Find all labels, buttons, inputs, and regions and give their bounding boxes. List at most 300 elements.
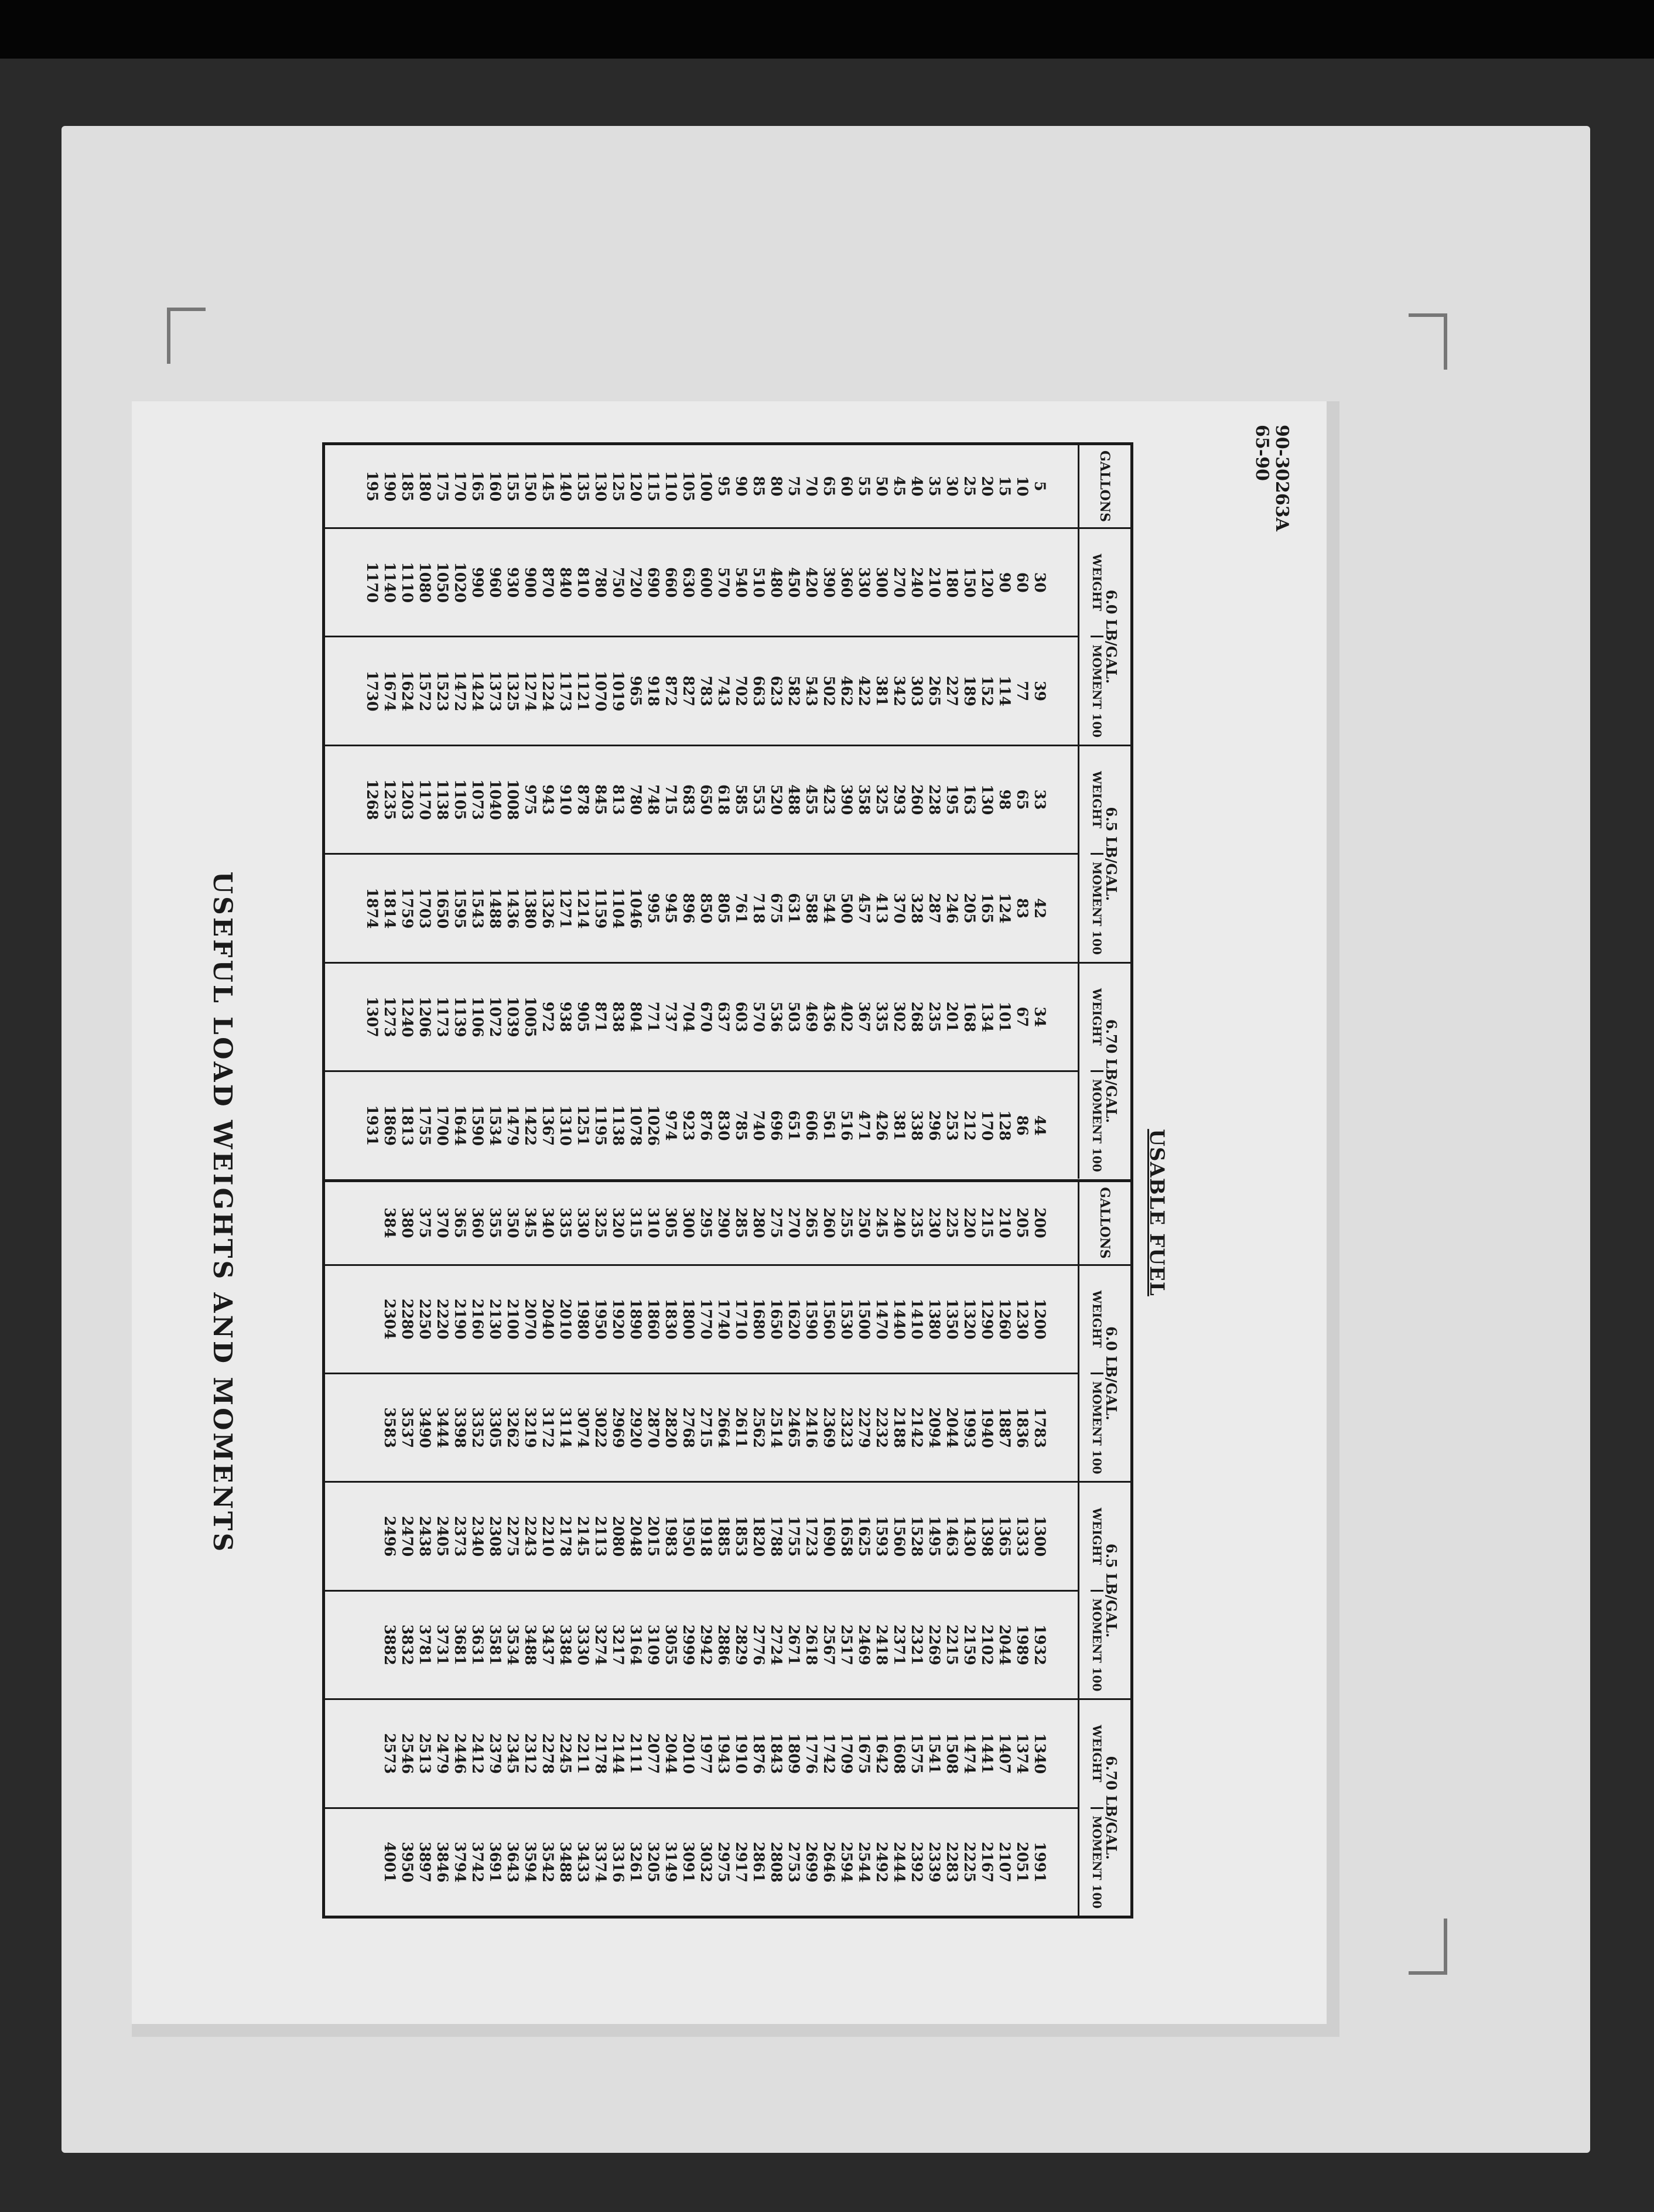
- moment-cell: 2167: [979, 1841, 996, 1883]
- moment-cell: 303: [908, 675, 925, 706]
- gallons-cell: 105: [680, 470, 697, 502]
- moment-cell: 675: [768, 893, 785, 924]
- weight-cell: 228: [926, 784, 943, 815]
- gallons-cell: 35: [926, 476, 943, 497]
- weight-cell: 2312: [522, 1733, 539, 1774]
- moment-cell: 2283: [944, 1841, 961, 1883]
- moment-cell: 3074: [575, 1407, 592, 1448]
- weight-cell: 67: [1014, 1006, 1031, 1028]
- moment-cell: 1836: [1014, 1407, 1031, 1448]
- weight-cell: 1463: [944, 1515, 961, 1557]
- moment-cell: 246: [944, 893, 961, 924]
- gallons-cell: 330: [575, 1207, 592, 1238]
- moment-cell: 1931: [364, 1105, 381, 1146]
- gallons-cell: 140: [557, 470, 574, 502]
- moment-cell: 3114: [557, 1407, 574, 1448]
- gallons-cell: 10: [1014, 476, 1031, 497]
- weight-cell: 390: [821, 567, 838, 598]
- gallons-cell: 260: [821, 1207, 838, 1238]
- weight-cell: 2243: [522, 1515, 539, 1557]
- moment-cell: 2392: [908, 1841, 925, 1883]
- moment-cell: 1195: [592, 1105, 609, 1146]
- moment-cell: 3305: [487, 1407, 504, 1448]
- moment-column: [325, 1373, 1078, 1481]
- gallons-cell: 265: [803, 1207, 820, 1238]
- weight-header: WEIGHT: [1090, 1290, 1105, 1348]
- weight-cell: 450: [785, 567, 802, 598]
- weight-cell: 2210: [539, 1515, 556, 1557]
- moment-cell: 3691: [487, 1841, 504, 1883]
- scanner-top-band: [0, 0, 1654, 59]
- moment-cell: 516: [838, 1110, 855, 1141]
- gallons-cell: 20: [979, 476, 996, 497]
- weight-cell: 260: [908, 784, 925, 815]
- moment-cell: 606: [803, 1110, 820, 1141]
- moment-cell: 3205: [645, 1841, 662, 1883]
- weight-cell: 771: [645, 1001, 662, 1032]
- weight-cell: 1608: [891, 1733, 908, 1774]
- gallons-cell: 50: [873, 476, 890, 497]
- moment-cell: 588: [803, 893, 820, 924]
- moment-cell: 2323: [838, 1407, 855, 1448]
- moment-cell: 3681: [452, 1624, 469, 1665]
- weight-cell: 1593: [873, 1515, 890, 1557]
- moment-cell: 945: [662, 893, 679, 924]
- weight-cell: 1755: [785, 1515, 802, 1557]
- moment-cell: 265: [926, 675, 943, 706]
- weight-cell: 960: [487, 567, 504, 598]
- moment-cell: 77: [1014, 681, 1031, 702]
- moment-cell: 3316: [610, 1841, 627, 1883]
- moment-cell: 582: [785, 675, 802, 706]
- weight-cell: 2479: [434, 1733, 451, 1774]
- moment-cell: 1940: [979, 1407, 996, 1448]
- weight-cell: 810: [575, 567, 592, 598]
- weight-cell: 2048: [627, 1515, 644, 1557]
- moment-cell: 3032: [698, 1841, 715, 1883]
- weight-cell: 503: [785, 1001, 802, 1032]
- weight-cell: 1300: [1031, 1515, 1048, 1557]
- weight-cell: 130: [979, 784, 996, 815]
- weight-cell: 2373: [452, 1515, 469, 1557]
- weight-cell: 750: [610, 567, 627, 598]
- weight-cell: 840: [557, 567, 574, 598]
- gallons-cell: 150: [522, 470, 539, 502]
- weight-cell: 1690: [821, 1515, 838, 1557]
- moment-cell: 3742: [469, 1841, 486, 1883]
- weight-cell: 1340: [1031, 1733, 1048, 1774]
- weight-cell: 1273: [381, 996, 398, 1037]
- moment-cell: 1271: [557, 887, 574, 929]
- moment-cell: 462: [838, 675, 855, 706]
- weight-cell: 618: [715, 784, 732, 815]
- weight-cell: 2080: [610, 1515, 627, 1557]
- weight-cell: 1809: [785, 1733, 802, 1774]
- rate-label: 6.0 LB/GAL.: [1103, 1326, 1120, 1421]
- moment-header: MOMENT 100: [1091, 1070, 1104, 1179]
- gallons-cell: 370: [434, 1207, 451, 1238]
- moment-cell: 1070: [592, 670, 609, 712]
- moment-header: MOMENT 100: [1091, 1373, 1104, 1481]
- moment-cell: 872: [662, 675, 679, 706]
- weight-cell: 1235: [381, 779, 398, 820]
- moment-cell: 2094: [926, 1407, 943, 1448]
- moment-cell: 1813: [399, 1105, 416, 1146]
- weight-cell: 878: [575, 784, 592, 815]
- weight-cell: 813: [610, 784, 627, 815]
- moment-cell: 3330: [575, 1624, 592, 1665]
- weight-cell: 210: [926, 567, 943, 598]
- moment-cell: 2715: [698, 1407, 715, 1448]
- rate-label: 6.5 LB/GAL.: [1103, 1544, 1120, 1638]
- weight-cell: 1240: [399, 996, 416, 1037]
- table-right-half: [325, 1179, 1130, 1916]
- moment-cell: 1078: [627, 1105, 644, 1146]
- moment-cell: 3534: [504, 1624, 521, 1665]
- moment-cell: 631: [785, 893, 802, 924]
- moment-cell: 3950: [399, 1841, 416, 1883]
- weight-cell: 30: [1031, 572, 1048, 593]
- moment-cell: 114: [996, 675, 1013, 706]
- weight-cell: 510: [750, 567, 767, 598]
- moment-cell: 2044: [996, 1624, 1013, 1665]
- weight-column: [325, 964, 1078, 1070]
- gallons-cell: 130: [592, 470, 609, 502]
- moment-cell: 974: [662, 1110, 679, 1141]
- moment-cell: 544: [821, 893, 838, 924]
- weight-cell: 201: [944, 1001, 961, 1032]
- moment-header: MOMENT 100: [1091, 1590, 1104, 1698]
- rate-group: [325, 1698, 1130, 1916]
- gallons-cell: 380: [399, 1207, 416, 1238]
- weight-cell: 1105: [452, 779, 469, 820]
- weight-column: [325, 746, 1078, 853]
- weight-cell: 1950: [680, 1515, 697, 1557]
- weight-cell: 300: [873, 567, 890, 598]
- weight-cell: 2077: [645, 1733, 662, 1774]
- moment-cell: 2232: [873, 1407, 890, 1448]
- weight-cell: 469: [803, 1001, 820, 1032]
- gallons-cell: 245: [873, 1207, 890, 1238]
- weight-cell: 293: [891, 784, 908, 815]
- gallons-cell: 255: [838, 1207, 855, 1238]
- moment-cell: 1026: [645, 1105, 662, 1146]
- moment-cell: 1932: [1031, 1624, 1048, 1665]
- gallons-cell: 235: [908, 1207, 925, 1238]
- moment-cell: 3643: [504, 1841, 521, 1883]
- moment-cell: 500: [838, 893, 855, 924]
- moment-cell: 2776: [750, 1624, 767, 1665]
- weight-cell: 2304: [381, 1298, 398, 1340]
- weight-cell: 975: [522, 784, 539, 815]
- gallons-cell: 115: [645, 470, 662, 502]
- moment-cell: 2102: [979, 1624, 996, 1665]
- moment-cell: 3374: [592, 1841, 609, 1883]
- weight-cell: 1020: [452, 562, 469, 603]
- weight-cell: 1230: [1014, 1298, 1031, 1340]
- moment-cell: 1121: [575, 670, 592, 712]
- gallons-cell: 365: [452, 1207, 469, 1238]
- moment-column: [325, 853, 1078, 961]
- moment-cell: 3581: [487, 1624, 504, 1665]
- weight-cell: 1776: [803, 1733, 820, 1774]
- weight-cell: 1474: [961, 1733, 978, 1774]
- weight-cell: 1072: [487, 996, 504, 1037]
- moment-cell: 1380: [522, 887, 539, 929]
- gallons-cell: 185: [399, 470, 416, 502]
- moment-cell: 227: [944, 675, 961, 706]
- weight-cell: 1980: [575, 1298, 592, 1340]
- rate-label: 6.70 LB/GAL.: [1103, 1019, 1120, 1124]
- weight-cell: 1260: [996, 1298, 1013, 1340]
- moment-cell: 718: [750, 893, 767, 924]
- moment-cell: 2444: [891, 1841, 908, 1883]
- moment-cell: 1325: [504, 670, 521, 712]
- gallons-cell: 280: [750, 1207, 767, 1238]
- weight-cell: 163: [961, 784, 978, 815]
- weight-cell: 420: [803, 567, 820, 598]
- moment-cell: 2279: [856, 1407, 873, 1448]
- moment-cell: 2618: [803, 1624, 820, 1665]
- weight-cell: 335: [873, 1001, 890, 1032]
- moment-cell: 3490: [416, 1407, 433, 1448]
- weight-cell: 1625: [856, 1515, 873, 1557]
- weight-cell: 180: [944, 567, 961, 598]
- moment-cell: 1700: [434, 1105, 451, 1146]
- moment-cell: 3882: [381, 1624, 398, 1665]
- moment-cell: 1424: [469, 670, 486, 712]
- moment-cell: 2753: [785, 1841, 802, 1883]
- rate-group: [325, 527, 1130, 745]
- weight-cell: 1106: [469, 996, 486, 1037]
- moment-cell: 2517: [838, 1624, 855, 1665]
- moment-cell: 3794: [452, 1841, 469, 1883]
- section-title: USABLE FUEL: [1145, 1129, 1168, 1296]
- weight-cell: 423: [821, 784, 838, 815]
- weight-cell: 134: [979, 1001, 996, 1032]
- gallons-cell: 375: [416, 1207, 433, 1238]
- gallons-cell: 305: [662, 1207, 679, 1238]
- weight-cell: 720: [627, 567, 644, 598]
- moment-cell: 876: [698, 1110, 715, 1141]
- weight-cell: 33: [1031, 789, 1048, 810]
- moment-cell: 2870: [645, 1407, 662, 1448]
- moment-cell: 3164: [627, 1624, 644, 1665]
- weight-cell: 1977: [698, 1733, 715, 1774]
- weight-cell: 2178: [557, 1515, 574, 1557]
- weight-cell: 2308: [487, 1515, 504, 1557]
- moment-cell: 370: [891, 893, 908, 924]
- gallons-cell: 360: [469, 1207, 486, 1238]
- weight-cell: 2144: [610, 1733, 627, 1774]
- moment-cell: 696: [768, 1110, 785, 1141]
- moment-cell: 3262: [504, 1407, 521, 1448]
- weight-cell: 1500: [856, 1298, 873, 1340]
- gallons-column: [325, 1182, 1130, 1264]
- weight-cell: 520: [768, 784, 785, 815]
- moment-cell: 2051: [1014, 1841, 1031, 1883]
- moment-cell: 2942: [698, 1624, 715, 1665]
- weight-cell: 455: [803, 784, 820, 815]
- weight-cell: 90: [996, 572, 1013, 593]
- weight-cell: 436: [821, 1001, 838, 1032]
- weight-cell: 1173: [434, 996, 451, 1037]
- moment-cell: 426: [873, 1110, 890, 1141]
- gallons-cell: 220: [961, 1207, 978, 1238]
- gallons-column: [325, 445, 1130, 527]
- weight-cell: 660: [662, 567, 679, 598]
- gallons-header: GALLONS: [1078, 445, 1130, 527]
- moment-cell: 170: [979, 1110, 996, 1141]
- moment-cell: 3384: [557, 1624, 574, 1665]
- moment-cell: 2142: [908, 1407, 925, 1448]
- moment-cell: 3537: [399, 1407, 416, 1448]
- weight-header: WEIGHT: [1090, 771, 1105, 828]
- moment-cell: 2820: [662, 1407, 679, 1448]
- gallons-cell: 125: [610, 470, 627, 502]
- weight-cell: 553: [750, 784, 767, 815]
- moment-cell: 1422: [522, 1105, 539, 1146]
- weight-cell: 1039: [504, 996, 521, 1037]
- gallons-cell: 250: [856, 1207, 873, 1238]
- rate-label: 6.5 LB/GAL.: [1103, 807, 1120, 901]
- moment-cell: 1436: [504, 887, 521, 929]
- moment-cell: 205: [961, 893, 978, 924]
- gallons-cell: 55: [856, 476, 873, 497]
- moment-cell: 3352: [469, 1407, 486, 1448]
- moment-cell: 2339: [926, 1841, 943, 1883]
- moment-cell: 1310: [557, 1105, 574, 1146]
- moment-cell: 1887: [996, 1407, 1013, 1448]
- moment-cell: 3172: [539, 1407, 556, 1448]
- moment-cell: 2611: [733, 1407, 750, 1448]
- moment-column: [325, 1070, 1078, 1179]
- weight-cell: 570: [750, 1001, 767, 1032]
- weight-cell: 2190: [452, 1298, 469, 1340]
- weight-cell: 2345: [504, 1733, 521, 1774]
- weight-cell: 600: [698, 567, 715, 598]
- moment-cell: 2225: [961, 1841, 978, 1883]
- moment-cell: 3274: [592, 1624, 609, 1665]
- weight-cell: 240: [908, 567, 925, 598]
- weight-cell: 1073: [469, 779, 486, 820]
- rate-label: 6.70 LB/GAL.: [1103, 1756, 1120, 1860]
- moment-cell: 2562: [750, 1407, 767, 1448]
- weight-cell: 905: [575, 1001, 592, 1032]
- weight-cell: 570: [715, 567, 732, 598]
- weight-cell: 780: [627, 784, 644, 815]
- page-footer-title: USEFUL LOAD WEIGHTS AND MOMENTS: [207, 871, 237, 1554]
- weight-cell: 1350: [944, 1298, 961, 1340]
- moment-cell: 1274: [522, 670, 539, 712]
- weight-cell: 98: [996, 789, 1013, 810]
- moment-cell: 3149: [662, 1841, 679, 1883]
- gallons-cell: 350: [504, 1207, 521, 1238]
- moment-cell: 1644: [452, 1105, 469, 1146]
- gallons-cell: 155: [504, 470, 521, 502]
- gallons-cell: 325: [592, 1207, 609, 1238]
- weight-cell: 325: [873, 784, 890, 815]
- weight-cell: 1320: [961, 1298, 978, 1340]
- weight-cell: 1407: [996, 1733, 1013, 1774]
- gallons-cell: 190: [381, 470, 398, 502]
- weight-cell: 1742: [821, 1733, 838, 1774]
- moment-cell: 3832: [399, 1624, 416, 1665]
- moment-cell: 3433: [575, 1841, 592, 1883]
- weight-cell: 1890: [627, 1298, 644, 1340]
- moment-cell: 1543: [469, 887, 486, 929]
- weight-cell: 1410: [908, 1298, 925, 1340]
- moment-cell: 2544: [856, 1841, 873, 1883]
- rate-group-header: [1078, 1483, 1130, 1698]
- weight-cell: 1740: [715, 1298, 732, 1340]
- moment-column: [325, 1590, 1078, 1698]
- weight-cell: 1709: [838, 1733, 855, 1774]
- gallons-cell: 135: [575, 470, 592, 502]
- gallons-cell: 60: [838, 476, 855, 497]
- moment-cell: 381: [891, 1110, 908, 1141]
- weight-cell: 195: [944, 784, 961, 815]
- moment-cell: 2920: [627, 1407, 644, 1448]
- weight-cell: 235: [926, 1001, 943, 1032]
- weight-cell: 2100: [504, 1298, 521, 1340]
- moment-cell: 1590: [469, 1105, 486, 1146]
- crop-mark-top-right: [1409, 313, 1447, 370]
- weight-cell: 2010: [680, 1733, 697, 1774]
- weight-cell: 1441: [979, 1733, 996, 1774]
- rate-group-header: [1078, 746, 1130, 962]
- weight-cell: 65: [1014, 789, 1031, 810]
- moment-cell: 422: [856, 675, 873, 706]
- gallons-cell: 85: [750, 476, 767, 497]
- weight-cell: 2280: [399, 1298, 416, 1340]
- document-id: [1252, 425, 1291, 600]
- weight-cell: 2113: [592, 1515, 609, 1557]
- moment-cell: 39: [1031, 681, 1048, 702]
- weight-header: WEIGHT: [1090, 988, 1105, 1046]
- gallons-cell: 170: [452, 470, 469, 502]
- weight-cell: 1560: [891, 1515, 908, 1557]
- gallons-cell: 270: [785, 1207, 802, 1238]
- weight-cell: 2278: [539, 1733, 556, 1774]
- moment-cell: 1650: [434, 887, 451, 929]
- moment-cell: 2044: [944, 1407, 961, 1448]
- rate-group-header: [1078, 1700, 1130, 1916]
- moment-cell: 3217: [610, 1624, 627, 1665]
- moment-cell: 663: [750, 675, 767, 706]
- moment-cell: 3631: [469, 1624, 486, 1665]
- weight-cell: 2010: [557, 1298, 574, 1340]
- gallons-cell: 180: [416, 470, 433, 502]
- weight-cell: 1800: [680, 1298, 697, 1340]
- gallons-cell: 175: [434, 470, 451, 502]
- weight-cell: 1528: [908, 1515, 925, 1557]
- moment-cell: 2514: [768, 1407, 785, 1448]
- moment-cell: 2808: [768, 1841, 785, 1883]
- moment-cell: 1869: [381, 1105, 398, 1146]
- moment-cell: 1874: [364, 887, 381, 929]
- weight-cell: 1853: [733, 1515, 750, 1557]
- moment-cell: 1993: [961, 1407, 978, 1448]
- weight-cell: 1788: [768, 1515, 785, 1557]
- weight-cell: 670: [698, 1001, 715, 1032]
- fuel-table: [322, 442, 1133, 1919]
- moment-cell: 1989: [1014, 1624, 1031, 1665]
- gallons-cell: 290: [715, 1207, 732, 1238]
- weight-cell: 1885: [715, 1515, 732, 1557]
- moment-cell: 2999: [680, 1624, 697, 1665]
- gallons-cell: 45: [891, 476, 908, 497]
